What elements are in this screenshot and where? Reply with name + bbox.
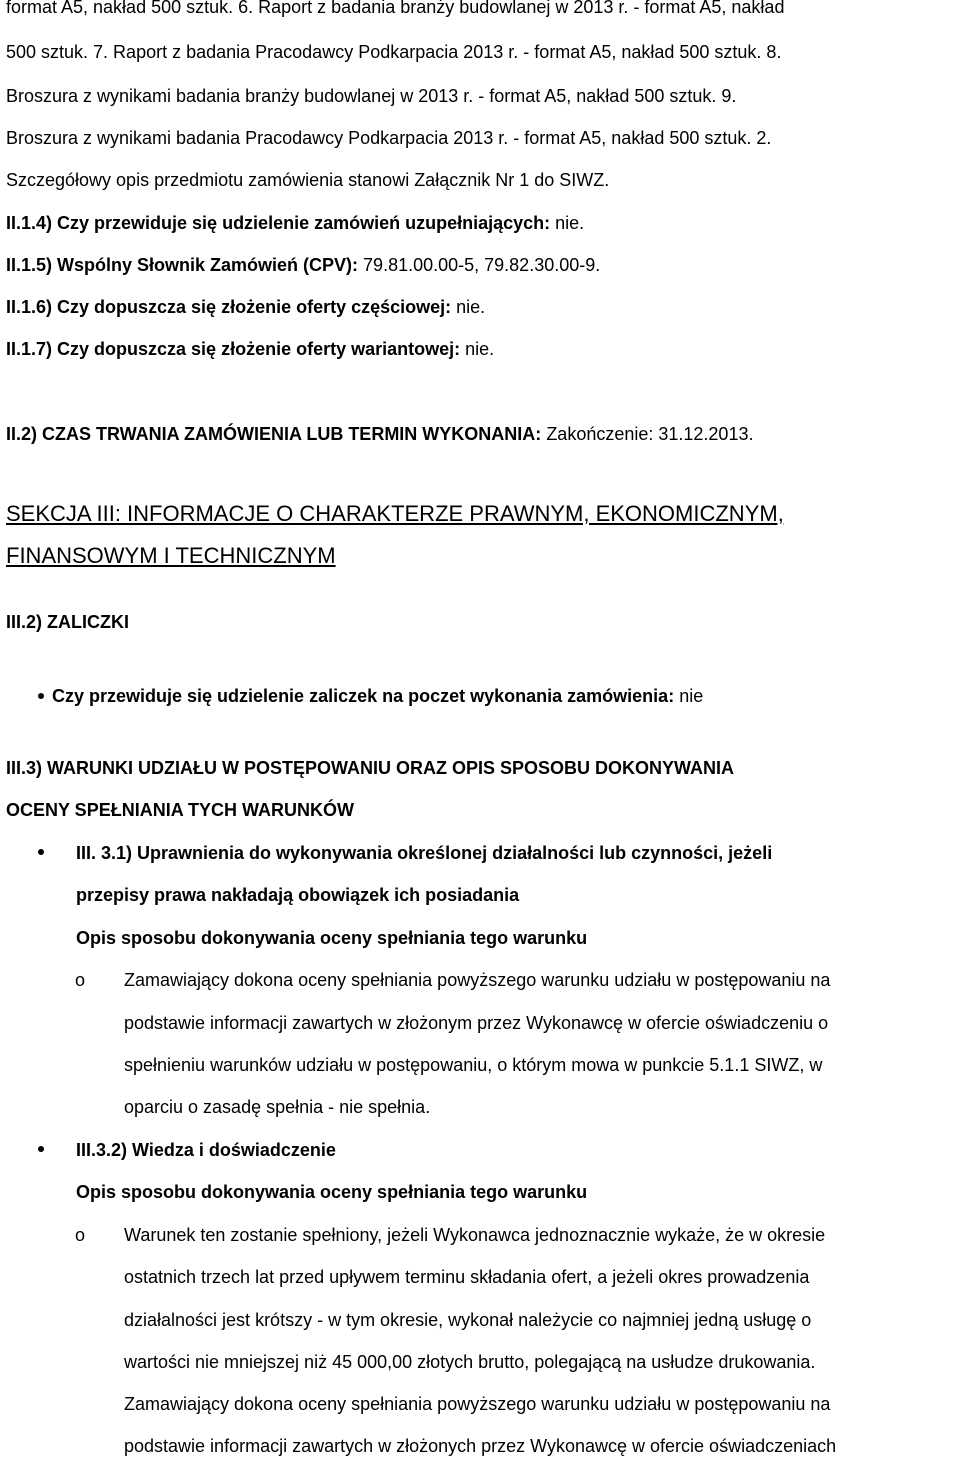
intro-line-5: Szczegółowy opis przedmiotu zamówienia stanowi Załącznik Nr 1 do SIWZ. <box>6 170 610 190</box>
item-ii-1-6-value: nie. <box>451 297 486 317</box>
item-ii-2-value: Zakończenie: 31.12.2013. <box>541 424 754 444</box>
p32-text-line-2: ostatnich trzech lat przed upływem terminu składania ofert, a jeżeli okres prowadzenia <box>124 1267 810 1287</box>
p31-opis-heading: Opis sposobu dokonywania oceny spełniania tego warunku <box>76 928 588 948</box>
item-ii-1-5 <box>6 254 600 276</box>
circle-bullet-icon: o <box>75 970 86 990</box>
item-ii-1-7-value: nie. <box>460 339 495 359</box>
item-ii-1-6 <box>6 296 485 318</box>
item-ii-1-5-label: II.1.5) Wspólny Słownik Zamówień (CPV): <box>6 255 359 275</box>
item-ii-1-4 <box>6 212 584 234</box>
p32-heading: III.3.2) Wiedza i doświadczenie <box>76 1140 336 1160</box>
zaliczki-answer: nie <box>674 686 704 706</box>
circle-bullet-icon: o <box>75 1225 86 1245</box>
item-ii-1-4-value: nie. <box>550 213 585 233</box>
item-ii-2-label: II.2) CZAS TRWANIA ZAMÓWIENIA LUB TERMIN WYKONANIA: <box>6 424 542 444</box>
p31-text-line-1: Zamawiający dokona oceny spełniania powyższego warunku udziału w postępowaniu na <box>124 970 831 990</box>
item-ii-2 <box>6 423 753 445</box>
p31-text-line-2: podstawie informacji zawartych w złożonym przez Wykonawcę w ofercie oświadczeniu o <box>124 1013 829 1033</box>
item-ii-1-6-label: II.1.6) Czy dopuszcza się złożenie oferty częściowej: <box>6 297 452 317</box>
p31-heading-line-2: przepisy prawa nakładają obowiązek ich posiadania <box>76 885 520 905</box>
p32-text-line-1: Warunek ten zostanie spełniony, jeżeli Wykonawca jednoznacznie wykaże, że w okresie <box>124 1225 826 1245</box>
p32-text-line-4: wartości nie mniejszej niż 45 000,00 złotych brutto, polegającą na usłudze drukowania. <box>124 1352 816 1372</box>
item-ii-1-4-label: II.1.4) Czy przewiduje się udzielenie zamówień uzupełniających: <box>6 213 551 233</box>
p31-text-line-3: spełnieniu warunków udziału w postępowaniu, o którym mowa w punkcie 5.1.1 SIWZ, w <box>124 1055 823 1075</box>
zaliczki-question-label: Czy przewiduje się udzielenie zaliczek na poczet wykonania zamówienia: <box>52 686 675 706</box>
item-ii-1-7-label: II.1.7) Czy dopuszcza się złożenie oferty wariantowej: <box>6 339 461 359</box>
intro-line-2: 500 sztuk. 7. Raport z badania Pracodawcy Podkarpacia 2013 r. - format A5, nakład 500 sztuk. 8. <box>6 42 782 62</box>
p32-text-line-5: Zamawiający dokona oceny spełniania powyższego warunku udziału w postępowaniu na <box>124 1394 831 1414</box>
p32-text-line-6: podstawie informacji zawartych w złożonych przez Wykonawcę w ofercie oświadczeniach <box>124 1436 837 1456</box>
warunki-heading-line-2: OCENY SPEŁNIANIA TYCH WARUNKÓW <box>6 800 355 820</box>
zaliczki-question <box>52 685 703 707</box>
section-3-title-line-2: FINANSOWYM I TECHNICZNYM <box>6 543 336 568</box>
bullet-icon <box>38 849 44 855</box>
bullet-icon <box>38 1146 44 1152</box>
intro-line-3: Broszura z wynikami badania branży budowlanej w 2013 r. - format A5, nakład 500 sztuk. 9. <box>6 86 737 106</box>
bullet-icon <box>38 693 44 699</box>
p32-text-line-3: działalności jest krótszy - w tym okresie, wykonał należycie co najmniej jedną usługę o <box>124 1310 812 1330</box>
warunki-heading-line-1: III.3) WARUNKI UDZIAŁU W POSTĘPOWANIU ORAZ OPIS SPOSOBU DOKONYWANIA <box>6 758 735 778</box>
p31-text-line-4: oparciu o zasadę spełnia - nie spełnia. <box>124 1097 431 1117</box>
intro-line-4: Broszura z wynikami badania Pracodawcy Podkarpacia 2013 r. - format A5, nakład 500 sztuk. 2. <box>6 128 772 148</box>
item-ii-1-7 <box>6 338 494 360</box>
section-3-title-line-1: SEKCJA III: INFORMACJE O CHARAKTERZE PRAWNYM, EKONOMICZNYM, <box>6 501 784 526</box>
zaliczki-heading: III.2) ZALICZKI <box>6 612 129 632</box>
intro-line-1: format A5, nakład 500 sztuk. 6. Raport z badania branży budowlanej w 2013 r. - format A5, nakład <box>6 0 785 17</box>
p32-opis-heading: Opis sposobu dokonywania oceny spełniania tego warunku <box>76 1182 588 1202</box>
p31-heading-line-1: III. 3.1) Uprawnienia do wykonywania określonej działalności lub czynności, jeżeli <box>76 843 773 863</box>
item-ii-1-5-value: 79.81.00.00-5, 79.82.30.00-9. <box>358 255 601 275</box>
